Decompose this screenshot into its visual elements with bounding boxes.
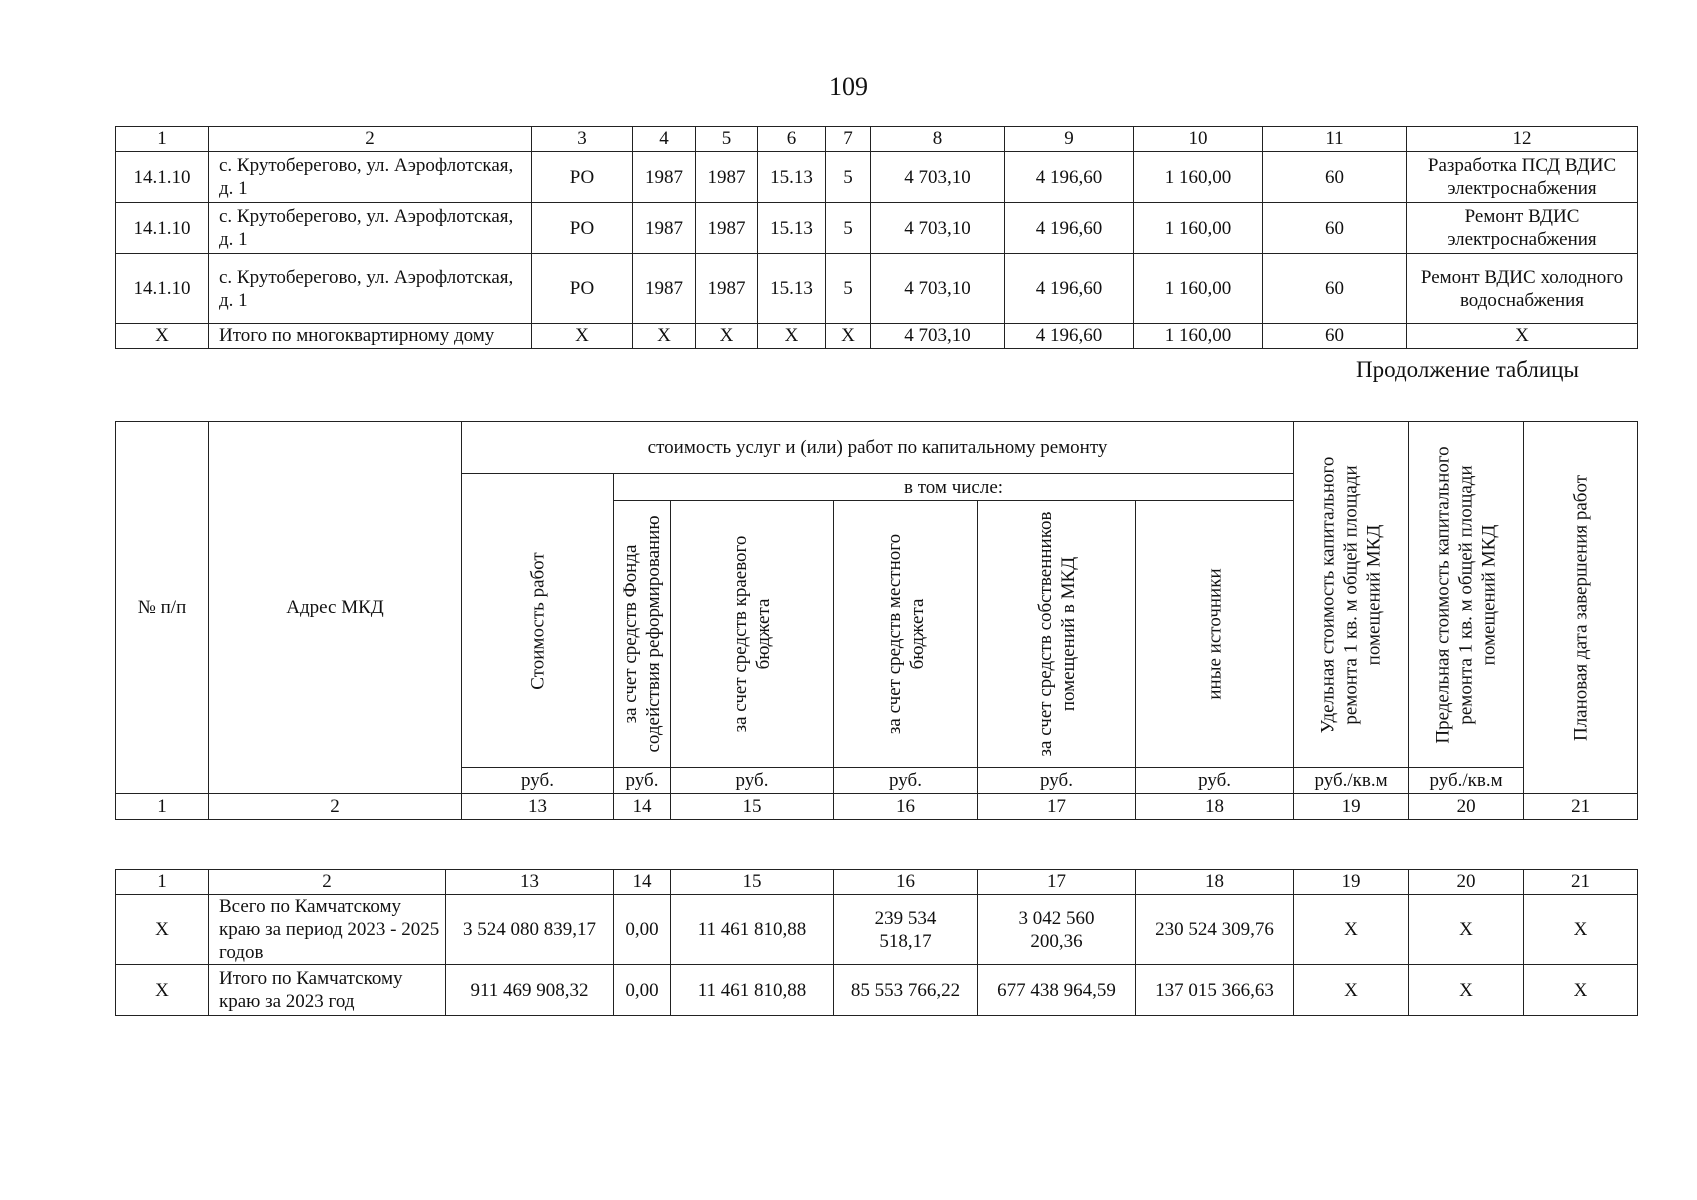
table-cell: 4 703,10: [871, 324, 1005, 349]
table-cell: 4 196,60: [1005, 152, 1134, 203]
table-cell: 4 196,60: [1005, 203, 1134, 254]
table-cell: 15.13: [758, 203, 826, 254]
column-number: 11: [1263, 127, 1407, 152]
table-cell: РО: [532, 152, 633, 203]
header-cost: Стоимость работ: [462, 474, 614, 768]
table-cell: 4 196,60: [1005, 254, 1134, 324]
table-cell: 4 703,10: [871, 203, 1005, 254]
page-number: 109: [829, 72, 868, 101]
column-number: 13: [462, 794, 614, 820]
table-cell: РО: [532, 254, 633, 324]
header-specific-cost: Удельная стоимость капитального ремонта 1 кв. м общей площади помещений МКД: [1294, 422, 1409, 768]
column-number: 14: [614, 794, 671, 820]
table-cell: 85 553 766,22: [834, 965, 978, 1016]
table-cell: 1987: [633, 152, 696, 203]
table-cell: 0,00: [614, 895, 671, 965]
column-number: 9: [1005, 127, 1134, 152]
totals-table: [115, 869, 1638, 1016]
work-type-cell: Ремонт ВДИС холодного водоснабжения: [1407, 254, 1638, 324]
total-label: Итого по многоквартирному дому: [209, 324, 532, 349]
table-cell: X: [116, 324, 209, 349]
column-number: 2: [209, 794, 462, 820]
column-number: 6: [758, 127, 826, 152]
unit-label: руб.: [978, 768, 1136, 794]
table-cell: 1987: [696, 203, 758, 254]
table-cell: X: [1524, 965, 1638, 1016]
column-number: 16: [834, 794, 978, 820]
table-cell: X: [633, 324, 696, 349]
header-completion-date: Плановая дата завершения работ: [1524, 422, 1638, 794]
column-number: 18: [1136, 870, 1294, 895]
table-cell: 5: [826, 254, 871, 324]
header-regional-budget: за счет средств краевого бюджета: [671, 501, 834, 768]
continuation-label: Продолжение таблицы: [1356, 357, 1579, 382]
unit-label: руб.: [614, 768, 671, 794]
table-cell: X: [116, 895, 209, 965]
column-number: 17: [978, 794, 1136, 820]
unit-label: руб.: [834, 768, 978, 794]
table-cell: X: [1524, 895, 1638, 965]
table-cell: 1987: [633, 203, 696, 254]
table-cell: X: [532, 324, 633, 349]
column-number: 15: [671, 794, 834, 820]
row-number: 14.1.10: [116, 203, 209, 254]
table-cell: 5: [826, 152, 871, 203]
table-cell: 3 524 080 839,17: [446, 895, 614, 965]
header-including: в том числе:: [614, 474, 1294, 501]
table-cell: 3 042 560 200,36: [978, 895, 1136, 965]
column-number-row: [116, 127, 1638, 152]
table-cell: 1 160,00: [1134, 324, 1263, 349]
header-number: № п/п: [116, 422, 209, 794]
row-number: 14.1.10: [116, 254, 209, 324]
table-cell: РО: [532, 203, 633, 254]
table-cell: X: [1407, 324, 1638, 349]
work-type-cell: Разработка ПСД ВДИС электроснабжения: [1407, 152, 1638, 203]
column-number-row: [116, 870, 1638, 895]
unit-label: руб./кв.м: [1294, 768, 1409, 794]
table-cell: 1 160,00: [1134, 203, 1263, 254]
column-number: 1: [116, 127, 209, 152]
table-cell: X: [1294, 965, 1409, 1016]
table-cell: 1987: [633, 254, 696, 324]
column-number: 1: [116, 870, 209, 895]
column-number: 7: [826, 127, 871, 152]
column-number: 15: [671, 870, 834, 895]
column-number: 1: [116, 794, 209, 820]
table-cell: 1 160,00: [1134, 254, 1263, 324]
unit-label: руб./кв.м: [1409, 768, 1524, 794]
table-cell: X: [826, 324, 871, 349]
total-row: [116, 324, 1638, 349]
header-local-budget: за счет средств местного бюджета: [834, 501, 978, 768]
column-number-row: [116, 794, 1638, 820]
works-table-part1: [115, 126, 1638, 349]
table-cell: 15.13: [758, 254, 826, 324]
table-cell: 0,00: [614, 965, 671, 1016]
table-cell: 15.13: [758, 152, 826, 203]
table-row: [116, 895, 1638, 965]
column-number: 3: [532, 127, 633, 152]
row-number: 14.1.10: [116, 152, 209, 203]
unit-label: руб.: [671, 768, 834, 794]
header-cost-group: стоимость услуг и (или) работ по капитальному ремонту: [462, 422, 1294, 474]
column-number: 5: [696, 127, 758, 152]
table-cell: 11 461 810,88: [671, 895, 834, 965]
table-cell: X: [1409, 965, 1524, 1016]
column-number: 2: [209, 870, 446, 895]
table-cell: 60: [1263, 254, 1407, 324]
column-number: 4: [633, 127, 696, 152]
column-number: 14: [614, 870, 671, 895]
column-number: 21: [1524, 794, 1638, 820]
table-cell: 1987: [696, 152, 758, 203]
table-cell: 60: [1263, 152, 1407, 203]
table-cell: 5: [826, 203, 871, 254]
table-cell: 677 438 964,59: [978, 965, 1136, 1016]
table-cell: 4 196,60: [1005, 324, 1134, 349]
table-cell: 137 015 366,63: [1136, 965, 1294, 1016]
column-number: 18: [1136, 794, 1294, 820]
column-number: 20: [1409, 870, 1524, 895]
header-limit-cost: Предельная стоимость капитального ремонта 1 кв. м общей площади помещений МКД: [1409, 422, 1524, 768]
total-label: Всего по Камчатскому краю за период 2023 - 2025 годов: [209, 895, 446, 965]
table-row: [116, 203, 1638, 254]
table-cell: 11 461 810,88: [671, 965, 834, 1016]
column-number: 13: [446, 870, 614, 895]
unit-label: руб.: [1136, 768, 1294, 794]
table-row: [116, 254, 1638, 324]
table-cell: X: [1294, 895, 1409, 965]
table-row: [116, 152, 1638, 203]
column-number: 12: [1407, 127, 1638, 152]
table-cell: 239 534 518,17: [834, 895, 978, 965]
work-type-cell: Ремонт ВДИС электроснабжения: [1407, 203, 1638, 254]
table-cell: 230 524 309,76: [1136, 895, 1294, 965]
header-other-sources: иные источники: [1136, 501, 1294, 768]
table-cell: 911 469 908,32: [446, 965, 614, 1016]
table-cell: 4 703,10: [871, 152, 1005, 203]
address-cell: с. Крутоберегово, ул. Аэрофлотская, д. 1: [209, 152, 532, 203]
table-cell: 1987: [696, 254, 758, 324]
table-cell: 60: [1263, 324, 1407, 349]
column-number: 19: [1294, 794, 1409, 820]
column-number: 21: [1524, 870, 1638, 895]
table-cell: X: [696, 324, 758, 349]
address-cell: с. Крутоберегово, ул. Аэрофлотская, д. 1: [209, 254, 532, 324]
column-number: 10: [1134, 127, 1263, 152]
table-cell: 1 160,00: [1134, 152, 1263, 203]
total-label: Итого по Камчатскому краю за 2023 год: [209, 965, 446, 1016]
works-table-header: [115, 421, 1638, 820]
header-owners: за счет средств собственников помещений в МКД: [978, 501, 1136, 768]
column-number: 8: [871, 127, 1005, 152]
column-number: 20: [1409, 794, 1524, 820]
table-cell: 4 703,10: [871, 254, 1005, 324]
unit-label: руб.: [462, 768, 614, 794]
column-number: 2: [209, 127, 532, 152]
header-address: Адрес МКД: [209, 422, 462, 794]
column-number: 17: [978, 870, 1136, 895]
table-row: [116, 965, 1638, 1016]
header-fund: за счет средств Фонда содействия реформированию: [614, 501, 671, 768]
address-cell: с. Крутоберегово, ул. Аэрофлотская, д. 1: [209, 203, 532, 254]
table-cell: X: [1409, 895, 1524, 965]
table-cell: 60: [1263, 203, 1407, 254]
column-number: 16: [834, 870, 978, 895]
table-cell: X: [758, 324, 826, 349]
table-cell: X: [116, 965, 209, 1016]
column-number: 19: [1294, 870, 1409, 895]
